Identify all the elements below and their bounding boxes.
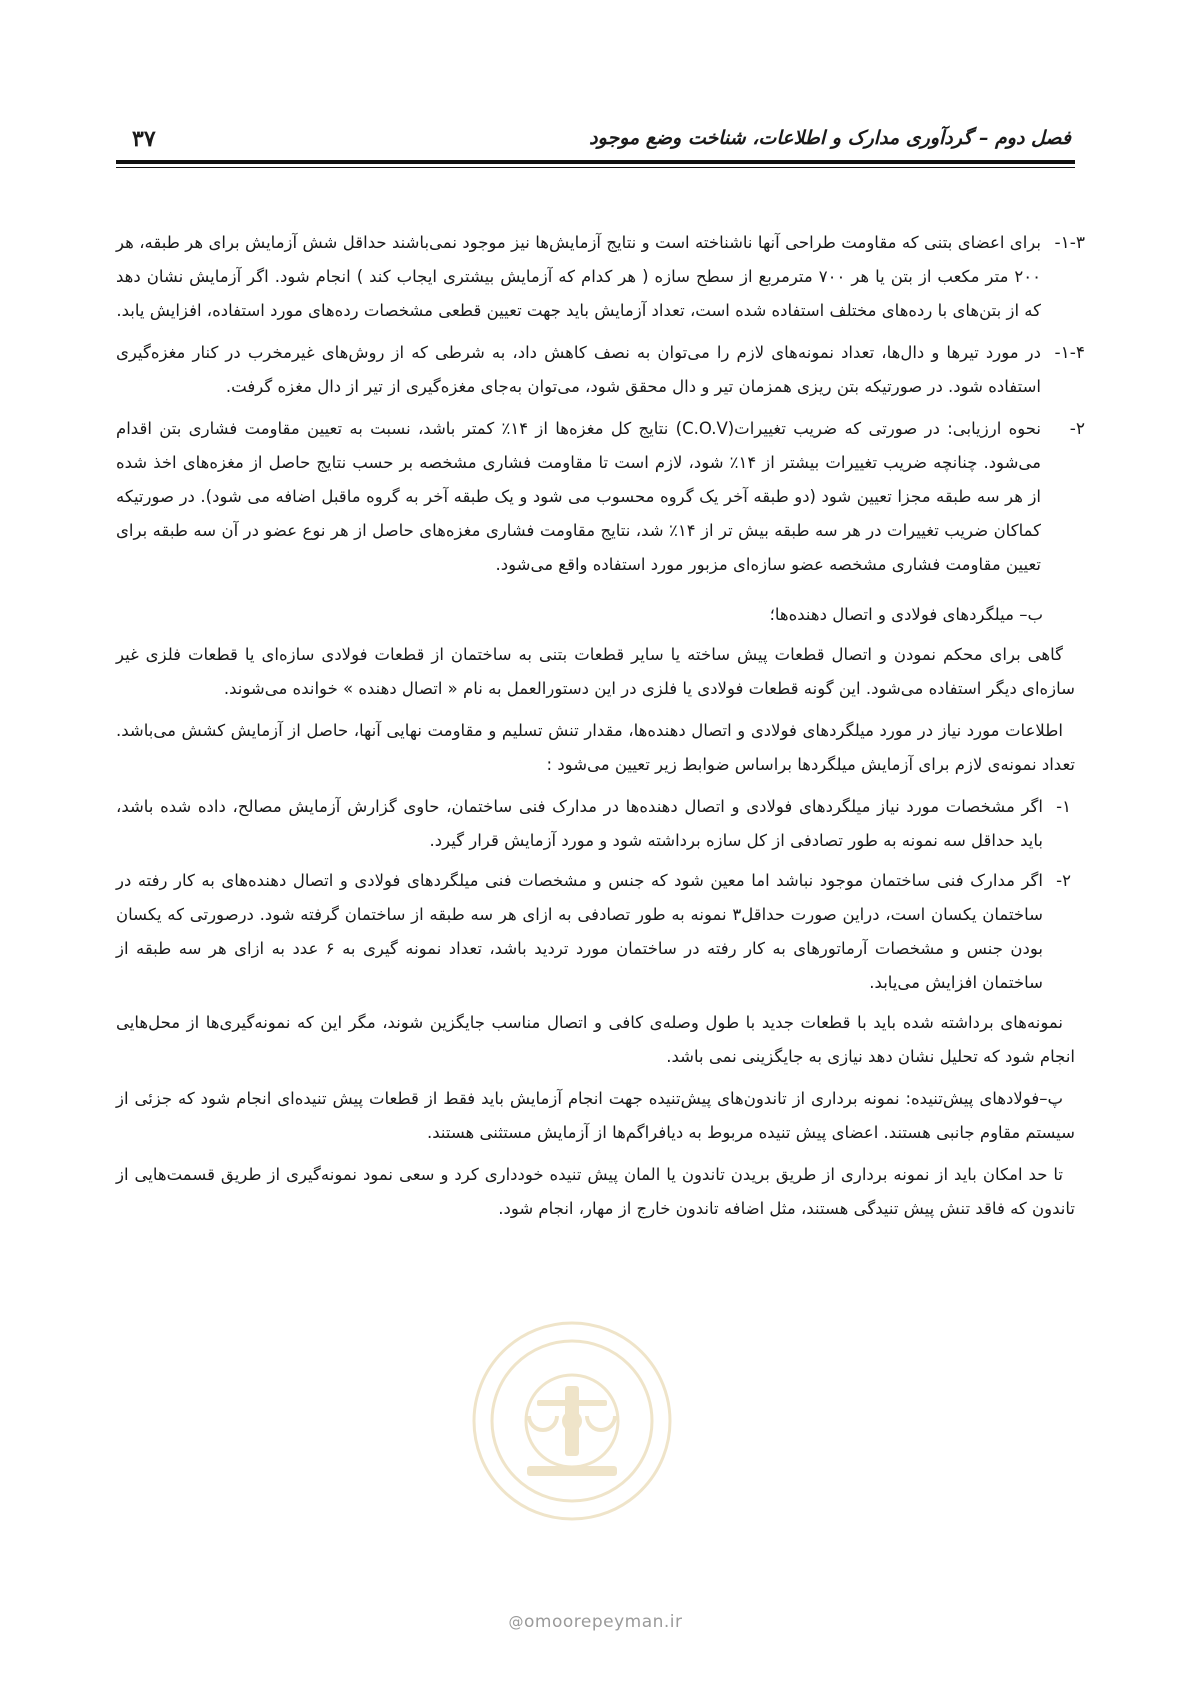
sub-item [116,790,1075,858]
paragraph: اطلاعات مورد نیاز در مورد میلگردهای فولادی و اتصال دهنده‌ها، مقدار تنش تسلیم و مقاومت نهایی آنها، حاصل از آزمایش کشش می‌باشد. تعداد نمونه‌ی لازم برای آزمایش میلگردها براساس ضوابط زیر تعیین می‌شود : [116,721,1075,774]
paragraph: گاهی برای محکم نمودن و اتصال قطعات پیش ساخته یا سایر قطعات بتنی به ساختمان از قطعات فولادی سازه‌ای یا قطعات فلزی غیر سازه‌ای دیگر استفاده می‌شود. این گونه قطعات فولادی یا فلزی در این دستورالعمل به نام « اتصال دهنده » خوانده می‌شوند. [116,645,1075,698]
paragraph: نمونه‌های برداشته شده باید با قطعات جدید با طول وصله‌ی کافی و اتصال مناسب جایگزین شوند، مگر این که نمونه‌گیری‌ها از محل‌هایی انجام شود که تحلیل نشان دهد نیازی به جایگزینی نمی باشد. [116,1013,1075,1066]
paragraph: تا حد امکان باید از نمونه برداری از طریق بریدن تاندون یا المان پیش تنیده خودداری کرد و سعی نمود نمونه‌گیری از طریق قسمت‌هایی از تاندون که فاقد تنش پیش تنیدگی هستند، مثل اضافه تاندون خارج از مهار، انجام شود. [116,1165,1075,1218]
section-heading: ب– میلگردهای فولادی و اتصال دهنده‌ها؛ [769,605,1043,624]
body-content [116,226,1085,1234]
item-number: ۲- [1069,419,1085,439]
list-item [116,412,1085,582]
list-item [116,226,1085,328]
list-item [116,336,1085,404]
page-number: ۳۷ [132,126,156,152]
item-text: برای اعضای بتنی که مقاومت طراحی آنها ناشناخته است و نتایج آزمایش‌ها نیز موجود نمی‌باشند حداقل شش آزمایش برای هر طبقه، هر ۲۰۰ متر مکعب از بتن یا هر ۷۰۰ مترمربع از سطح سازه ( هر کدام که آزمایش بیشتری ایجاب کند ) انجام شود. اگر آزمایش نشان دهد که از بتن‌های با رده‌های مختلف استفاده شده است، تعداد آزمایش باید جهت تعیین قطعی مشخصات رده‌های مورد استفاده، افزایش یابد. [116,233,1042,320]
at-sign-icon: @ [508,1613,524,1631]
sub-item-text: اگر مشخصات مورد نیاز میلگردهای فولادی و اتصال دهنده‌ها در مدارک فنی ساختمان، حاوی گزارش آزمایش مصالح، داده شده باشد، باید حداقل سه نمونه به طور تصادفی از کل سازه برداشته شود و مورد آزمایش قرار گیرد. [116,797,1043,850]
sub-item [116,864,1075,1000]
sub-item-number: ۱- [1056,797,1071,816]
website-footer [0,1612,1191,1632]
item-number: ۱-۴- [1054,343,1085,363]
header-rule-thin [116,167,1075,168]
sub-item-number: ۲- [1056,871,1071,890]
item-text: در مورد تیرها و دال‌ها، تعداد نمونه‌های لازم را می‌توان به نصف کاهش داد، به شرطی که از روش‌های غیرمخرب در کنار مغزه‌گیری استفاده شود. در صورتیکه بتن ریزی همزمان تیر و دال محقق شود، می‌توان به‌جای مغزه‌گیری از تیر از دال مغزه گرفت. [116,343,1041,396]
seal-watermark-icon [467,1316,677,1526]
item-number: ۱-۳- [1054,233,1085,253]
item-text: نحوه ارزیابی: در صورتی که ضریب تغییرات(C.O.V) نتایج کل مغزه‌ها از ۱۴٪ کمتر باشد، نسبت به تعیین مقاومت فشاری بتن اقدام می‌شود. چنانچه ضریب تغییرات بیشتر از ۱۴٪ شود، لازم است تا مقاومت فشاری مشخصه بر حسب نتایج حاصل از مغزه‌های اخذ شده از هر سه طبقه مجزا تعیین شود (دو طبقه آخر یک گروه محسوب می شود و یک طبقه آخر به گروه ماقبل اضافه می شود). در صورتیکه کماکان ضریب تغییرات در هر سه طبقه بیش تر از ۱۴٪ شد، نتایج مقاومت فشاری مغزه‌های حاصل از هر نوع عضو در آن سه طبقه برای تعیین مقاومت فشاری مشخصه عضو سازه‌ای مزبور مورد استفاده واقع می‌شود. [116,419,1042,574]
chapter-title: فصل دوم – گردآوری مدارک و اطلاعات، شناخت وضع موجود [589,127,1071,149]
paragraph: پ–فولادهای پیش‌تنیده: نمونه برداری از تاندون‌های پیش‌تنیده جهت انجام آزمایش باید فقط از قطعات پیش تنیده‌ای انجام شود که جزئی از سیستم مقاوم جانبی هستند. اعضای پیش تنیده مربوط به دیافراگم‌ها از آزمایش مستثنی هستند. [116,1089,1075,1142]
website-url: omoorepeyman.ir [523,1612,683,1632]
sub-item-text: اگر مدارک فنی ساختمان موجود نباشد اما معین شود که جنس و مشخصات فنی میلگردهای فولادی و اتصال دهنده‌های به کار رفته در ساختمان یکسان است، دراین صورت حداقل۳ نمونه به طور تصادفی به ازای هر سه طبقه از ساختمان گرفته شود. درصورتی که یکسان بودن جنس و مشخصات آرماتورهای به کار رفته در ساختمان مورد تردید باشد، تعداد نمونه گیری به ۶ عدد به ازای هر سه طبقه از ساختمان افزایش می‌یابد. [116,871,1043,992]
header-rule-thick [116,160,1075,164]
